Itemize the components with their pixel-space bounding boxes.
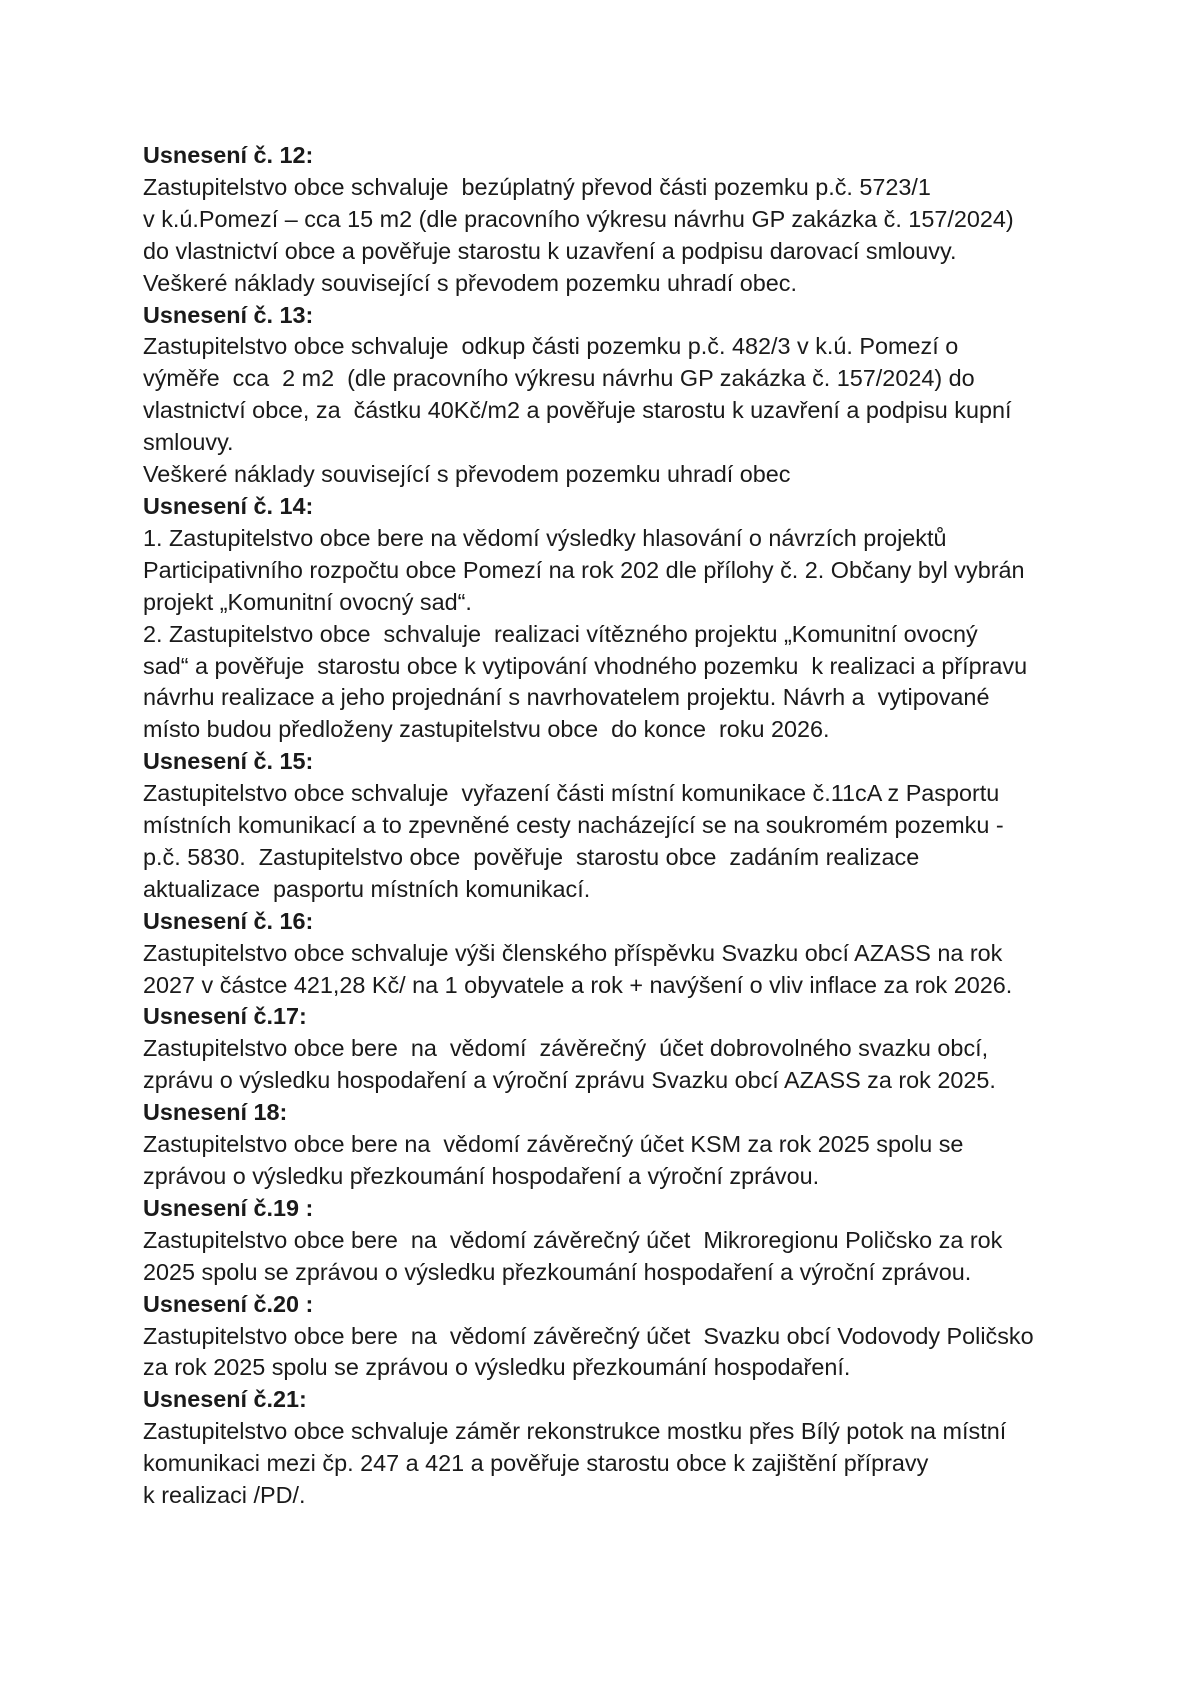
- resolution-text-line: 2. Zastupitelstvo obce schvaluje realizaci vítězného projektu „Komunitní ovocný: [143, 620, 978, 647]
- resolution-block: [143, 1193, 1083, 1289]
- resolution-block: [143, 140, 1083, 300]
- resolutions-list: [143, 140, 1083, 1512]
- resolution-block: [143, 906, 1083, 1002]
- resolution-text-line: aktualizace pasportu místních komunikací.: [143, 875, 591, 902]
- resolution-text-line: návrhu realizace a jeho projednání s navrhovatelem projektu. Návrh a vytipované: [143, 684, 990, 711]
- resolution-text-line: smlouvy.: [143, 429, 234, 456]
- resolution-text-line: Veškeré náklady související s převodem pozemku uhradí obec.: [143, 269, 797, 296]
- resolution-text-line: Zastupitelstvo obce schvaluje odkup části pozemku p.č. 482/3 v k.ú. Pomezí o: [143, 333, 959, 360]
- resolution-block: [143, 1384, 1083, 1512]
- resolution-text-line: zprávou o výsledku přezkoumání hospodaření a výroční zprávou.: [143, 1163, 820, 1189]
- resolution-text-line: Zastupitelstvo obce schvaluje záměr rekonstrukce mostku přes Bílý potok na místní: [143, 1418, 1007, 1445]
- resolution-text-line: Zastupitelstvo obce bere na vědomí závěrečný účet KSM za rok 2025 spolu se: [143, 1131, 964, 1158]
- resolution-title: Usnesení č.19 :: [143, 1194, 314, 1221]
- resolution-text-line: p.č. 5830. Zastupitelstvo obce pověřuje starostu obce zadáním realizace: [143, 843, 920, 870]
- resolution-text-line: výměře cca 2 m2 (dle pracovního výkresu návrhu GP zakázka č. 157/2024) do: [143, 365, 975, 392]
- resolution-block: [143, 1001, 1083, 1097]
- resolution-text-line: 1. Zastupitelstvo obce bere na vědomí výsledky hlasování o návrzích projektů: [143, 524, 947, 551]
- resolution-title: Usnesení č.17:: [143, 1003, 307, 1030]
- resolution-text-line: místních komunikací a to zpevněné cesty nacházející se na soukromém pozemku -: [143, 812, 1004, 839]
- resolution-text-line: Zastupitelstvo obce bere na vědomí závěrečný účet Svazku obcí Vodovody Poličsko: [143, 1322, 1034, 1349]
- resolution-text-line: komunikaci mezi čp. 247 a 421 a pověřuje starostu obce k zajištění přípravy: [143, 1450, 929, 1477]
- resolution-text-line: za rok 2025 spolu se zprávou o výsledku přezkoumání hospodaření.: [143, 1354, 851, 1381]
- resolution-text-line: Zastupitelstvo obce schvaluje vyřazení části místní komunikace č.11cA z Pasportu: [143, 780, 1000, 807]
- resolution-text-line: Veškeré náklady související s převodem pozemku uhradí obec: [143, 461, 791, 488]
- resolution-text-line: místo budou předloženy zastupitelstvu obce do konce roku 2026.: [143, 716, 830, 743]
- resolution-title: Usnesení č. 14:: [143, 492, 314, 519]
- resolution-text-line: Participativního rozpočtu obce Pomezí na rok 202 dle přílohy č. 2. Občany byl vybrán: [143, 556, 1025, 583]
- resolution-title: Usnesení č. 13:: [143, 301, 314, 328]
- resolution-title: Usnesení č. 16:: [143, 907, 314, 934]
- resolution-text-line: k realizaci /PD/.: [143, 1482, 306, 1509]
- resolution-text-line: projekt „Komunitní ovocný sad“.: [143, 588, 472, 615]
- resolution-block: [143, 746, 1083, 906]
- resolution-text-line: Zastupitelstvo obce bere na vědomí závěrečný účet dobrovolného svazku obcí,: [143, 1035, 989, 1062]
- resolution-title: Usnesení č.21:: [143, 1386, 307, 1413]
- resolution-title: Usnesení 18:: [143, 1099, 288, 1126]
- resolution-text-line: sad“ a pověřuje starostu obce k vytipování vhodného pozemku k realizaci a přípravu: [143, 652, 1028, 679]
- resolution-text-line: zprávu o výsledku hospodaření a výroční zprávu Svazku obcí AZASS za rok 2025.: [143, 1067, 996, 1094]
- resolution-text-line: 2025 spolu se zprávou o výsledku přezkoumání hospodaření a výroční zprávou.: [143, 1258, 972, 1285]
- resolution-text-line: v k.ú.Pomezí – cca 15 m2 (dle pracovního výkresu návrhu GP zakázka č. 157/2024): [143, 205, 1014, 232]
- resolution-title: Usnesení č. 12:: [143, 142, 314, 168]
- resolution-block: [143, 491, 1083, 746]
- resolution-block: [143, 300, 1083, 491]
- resolution-text-line: do vlastnictví obce a pověřuje starostu k uzavření a podpisu darovací smlouvy.: [143, 237, 957, 264]
- resolution-text-line: Zastupitelstvo obce schvaluje výši členského příspěvku Svazku obcí AZASS na rok: [143, 939, 1003, 966]
- resolution-title: Usnesení č.20 :: [143, 1290, 314, 1317]
- resolution-block: [143, 1289, 1083, 1385]
- resolution-text-line: Zastupitelstvo obce schvaluje bezúplatný převod části pozemku p.č. 5723/1: [143, 173, 931, 200]
- resolution-text-line: Zastupitelstvo obce bere na vědomí závěrečný účet Mikroregionu Poličsko za rok: [143, 1226, 1003, 1253]
- resolution-block: [143, 1097, 1083, 1193]
- resolution-title: Usnesení č. 15:: [143, 748, 314, 775]
- resolution-text-line: vlastnictví obce, za částku 40Kč/m2 a pověřuje starostu k uzavření a podpisu kupní: [143, 397, 1012, 424]
- resolution-text-line: 2027 v částce 421,28 Kč/ na 1 obyvatele a rok + navýšení o vliv inflace za rok 2026.: [143, 971, 1013, 998]
